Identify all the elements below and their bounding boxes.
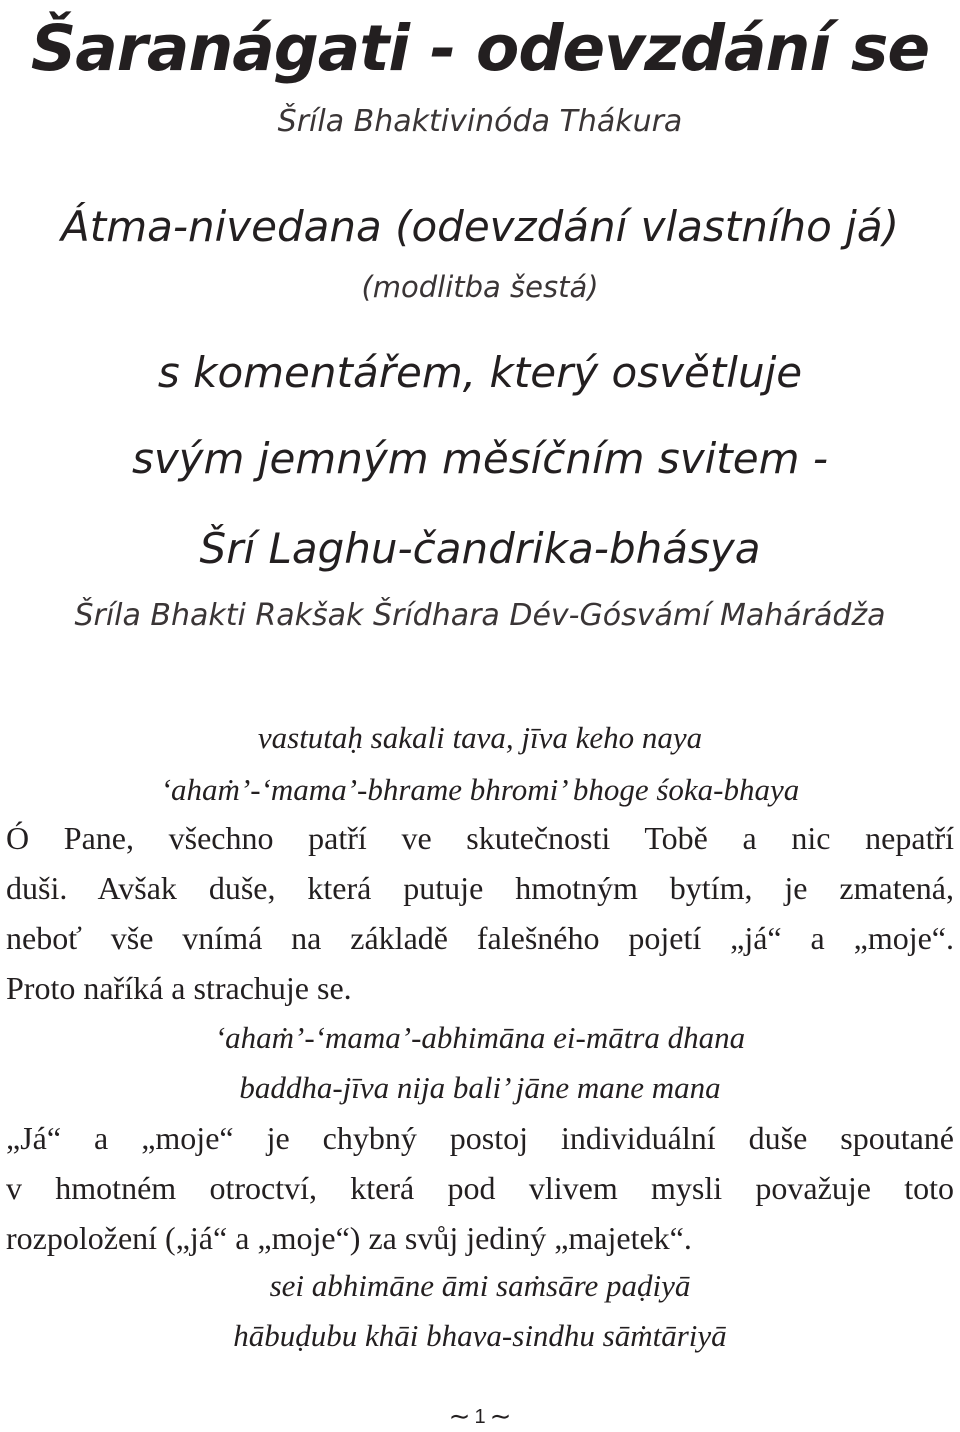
commentary-author-line: Šríla Bhakti Rakšak Šrídhara Dév-Gósvámí Mahárádža	[74, 598, 886, 633]
verse-line: vastutaḥ sakali tava, jīva keho naya	[257, 720, 703, 755]
translation-line: Ó Pane, všechno patří ve skutečnosti Tobě a nic nepatří	[6, 820, 954, 856]
tilde-ornament-right-icon: ∼	[489, 1401, 512, 1432]
commentary-heading-line-1: s komentářem, který osvětluje	[157, 348, 803, 397]
translation-line: rozpoložení („já“ a „moje“) za svůj jediný „majetek“.	[6, 1220, 692, 1256]
page-title: Šaranágati - odevzdání se	[30, 12, 930, 85]
page-footer	[0, 1401, 960, 1432]
page-number: 1	[474, 1405, 486, 1428]
prayer-number: (modlitba šestá)	[361, 270, 599, 304]
tilde-ornament-left-icon: ∼	[448, 1401, 471, 1432]
verse-line: ‘ahaṁ’-‘mama’-abhimāna ei-mātra dhana	[214, 1020, 746, 1055]
translation-line: Proto naříká a strachuje se.	[6, 970, 352, 1006]
subtitle: Átma-nivedana (odevzdání vlastního já)	[61, 202, 899, 251]
translation-line: neboť vše vnímá na základě falešného pojetí „já“ a „moje“.	[6, 920, 954, 956]
verse-line: hābuḍubu khāi bhava-sindhu sāṁtāriyā	[233, 1318, 727, 1353]
verse-line: sei abhimāne āmi saṁsāre paḍiyā	[269, 1268, 691, 1303]
verse-line: ‘ahaṁ’-‘mama’-bhrame bhromi’ bhoge śoka-bhaya	[160, 772, 800, 807]
author-line: Šríla Bhaktivinóda Thákura	[277, 104, 683, 139]
translation-line: duši. Avšak duše, která putuje hmotným bytím, je zmatená,	[6, 870, 954, 906]
translation-line: v hmotném otroctví, která pod vlivem mysli považuje toto	[6, 1170, 954, 1206]
commentary-heading-line-2: svým jemným měsíčním svitem -	[131, 434, 829, 483]
translation-line: „Já“ a „moje“ je chybný postoj individuální duše spoutané	[6, 1120, 954, 1156]
commentary-heading-line-3: Šrí Laghu-čandrika-bhásya	[199, 524, 761, 573]
verse-line: baddha-jīva nija bali’ jāne mane mana	[239, 1070, 721, 1105]
